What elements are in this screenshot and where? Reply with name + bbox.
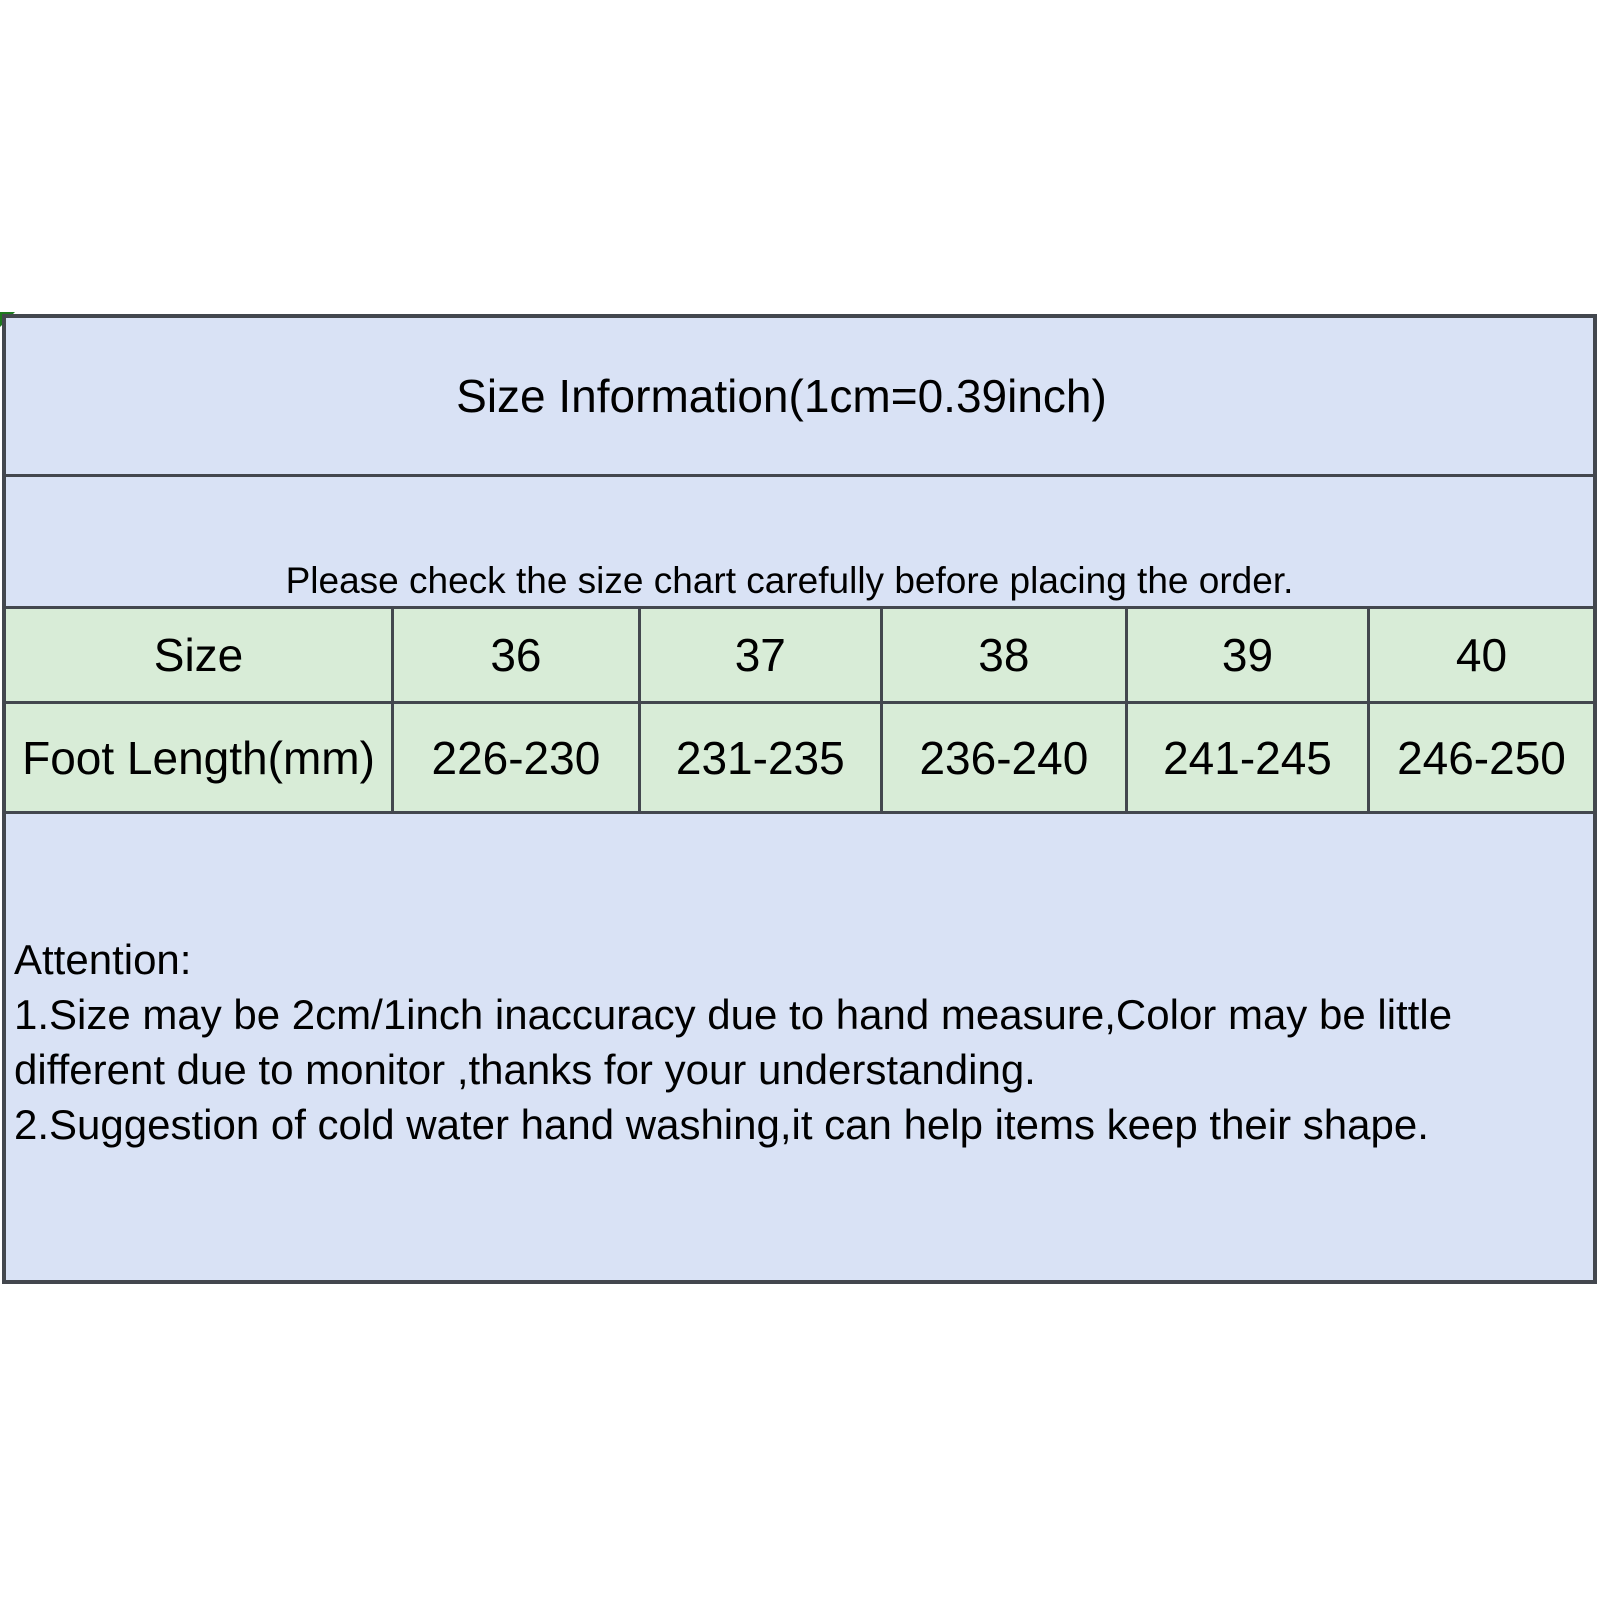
attention-note-1: 1.Size may be 2cm/1inch inaccuracy due to hand measure,Color may be little different due to monitor ,thanks for your understanding. (14, 991, 1453, 1093)
attention-section (6, 814, 1593, 1280)
foot-length-row (6, 704, 1593, 814)
size-value-cell: 36 (394, 609, 641, 701)
foot-length-value-cell: 236-240 (883, 704, 1128, 811)
foot-length-value-cell: 226-230 (394, 704, 641, 811)
size-chart-title-row (6, 318, 1593, 477)
foot-length-value-cell: 246-250 (1397, 731, 1566, 784)
size-header-cell: Size (6, 609, 394, 701)
foot-length-header-cell: Foot Length(mm) (6, 704, 394, 811)
size-value-cell: 39 (1128, 609, 1370, 701)
foot-length-value-cell: 231-235 (641, 704, 883, 811)
size-value-cell: 40 (1455, 629, 1508, 681)
attention-heading: Attention: (14, 936, 192, 983)
size-chart-notice: Please check the size chart carefully before placing the order. (285, 560, 1294, 601)
size-value-cell: 38 (883, 609, 1128, 701)
size-chart-notice-row (6, 477, 1593, 609)
size-chart-title: Size Information(1cm=0.39inch) (456, 370, 1107, 422)
foot-length-value-cell: 241-245 (1128, 704, 1370, 811)
size-chart-table (2, 314, 1597, 1284)
size-header-row (6, 609, 1593, 704)
attention-note-2: 2.Suggestion of cold water hand washing,it can help items keep their shape. (14, 1101, 1429, 1148)
size-value-cell: 37 (641, 609, 883, 701)
